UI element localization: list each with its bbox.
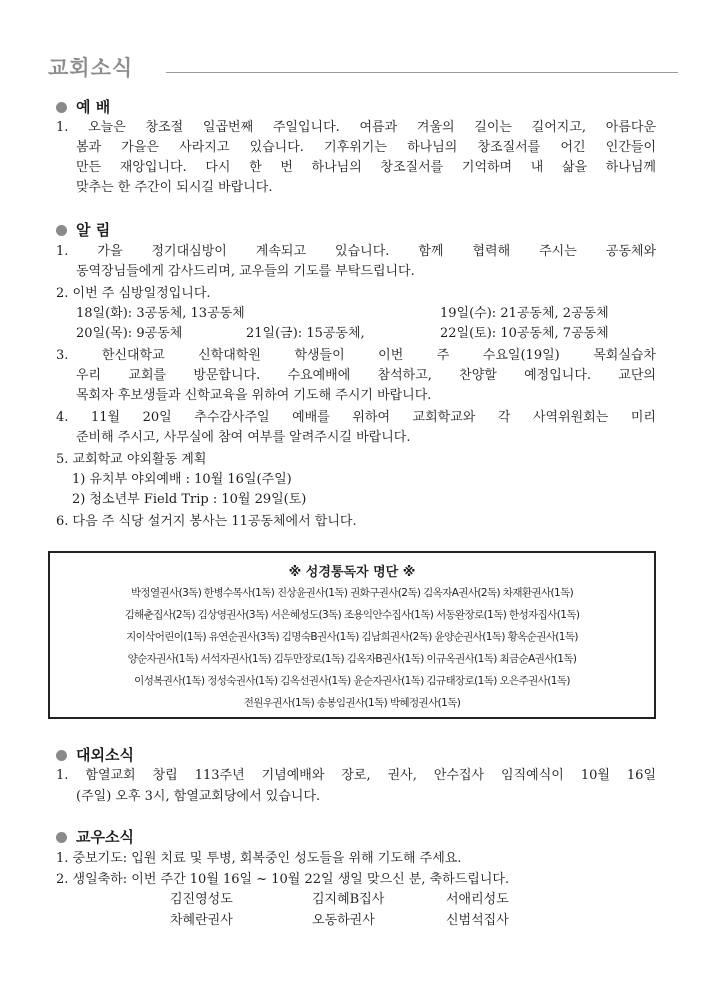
external-line-1: 1. 함열교회 창립 113주년 기념예배와 장로, 권사, 안수집사 임직예식이 10월 16일 [56,768,656,783]
notice-5-title: 5. 교회학교 야외활동 계획 [56,452,207,467]
section-external-heading [56,744,134,766]
bible-readers-box [48,551,656,719]
header-divider [166,72,678,73]
section-heading-text: 대외소식 [76,746,134,764]
bible-readers-row: 지이삭어린이(1독) 유연순권사(3독) 김명숙B권사(1독) 김남희권사(2독) 윤양순권사(1독) 황옥순권사(1독) [126,631,578,643]
worship-line-1: 1. 오늘은 창조절 일곱번째 주일입니다. 여름과 겨울의 길이는 길어지고, 아름다운 [56,120,656,135]
schedule-sat: 22일(토): 10공동체, 7공동체 [440,326,609,341]
section-notice-heading [56,219,110,241]
section-heading-text: 예 배 [76,98,111,116]
page-header [48,52,678,86]
notice-1-line-2: 동역장님들에게 감사드리며, 교우들의 기도를 부탁드립니다. [76,264,415,279]
birthday-name: 서애리성도 [446,892,509,907]
schedule-thu: 20일(목): 9공동체 [76,326,183,341]
birthday-name: 김지혜B집사 [312,892,385,907]
schedule-fri: 21일(금): 15공동체, [246,326,365,341]
bullet-circle-icon [56,750,67,761]
worship-line-2: 봄과 가을은 사라지고 있습니다. 기후위기는 하나님의 창조질서를 어긴 인간들이 [76,140,656,155]
bible-readers-row: 김해춘집사(2독) 김상영권사(3독) 서은혜성도(3독) 조용익안수집사(1독) 서동완장로(1독) 한성자집사(1독) [124,609,580,621]
notice-6: 6. 다음 주 식당 설거지 봉사는 11공동체에서 합니다. [56,514,357,529]
notice-4-line-2: 준비해 주시고, 사무실에 참여 여부를 알려주시길 바랍니다. [76,430,411,445]
notice-3-line-2: 우리 교회를 방문합니다. 수요예배에 참석하고, 찬양할 예정입니다. 교단의 [76,368,656,383]
bullet-circle-icon [56,832,67,843]
notice-5-sub-2: 2) 청소년부 Field Trip : 10월 29일(토) [72,492,307,507]
members-prayer: 1. 중보기도: 입원 치료 및 투병, 회복중인 성도들을 위해 기도해 주세요. [56,851,462,866]
worship-line-3: 만든 재앙입니다. 다시 한 번 하나님의 창조질서를 기억하며 내 삶을 하나님께 [76,160,656,175]
external-line-2: (주일) 오후 3시, 함열교회당에서 있습니다. [76,789,321,804]
schedule-tue: 18일(화): 3공동체, 13공동체 [76,306,245,321]
bullet-circle-icon [56,102,67,113]
bible-readers-row: 양순자권사(1독) 서석자권사(1독) 김두만장로(1독) 김옥자B권사(1독) 이규옥권사(1독) 최금순A권사(1독) [127,653,577,665]
bible-readers-row: 박정열권사(3독) 한병수목사(1독) 진상윤권사(1독) 권화구권사(2독) 김옥자A권사(2독) 차재환권사(1독) [130,587,574,599]
birthday-name: 신범석집사 [446,913,509,928]
members-birthday: 2. 생일축하: 이번 주간 10월 16일 ~ 10월 22일 생일 맞으신 분, 축하드립니다. [56,872,510,887]
notice-3-line-3: 목회자 후보생들과 신학교육을 위하여 기도해 주시기 바랍니다. [76,388,432,403]
birthday-name: 김진영성도 [170,892,233,907]
schedule-wed: 19일(수): 21공동체, 2공동체 [440,306,609,321]
section-heading-text: 교우소식 [76,828,134,846]
bullet-circle-icon [56,225,67,236]
section-members-heading [56,826,134,848]
birthday-name: 오동하권사 [312,913,375,928]
notice-2-title: 2. 이번 주 심방일정입니다. [56,286,211,301]
birthday-name: 차혜란권사 [170,913,233,928]
bible-readers-title: ※ 성경통독자 명단 ※ [288,565,416,580]
bible-readers-row: 전원우권사(1독) 송봉임권사(1독) 박혜정권사(1독) [243,697,461,709]
notice-4-line-1: 4. 11월 20일 추수감사주일 예배를 위하여 교회학교와 각 사역위원회는 미리 [56,410,656,425]
page-title: 교회소식 [48,56,134,80]
bible-readers-row: 이성복권사(1독) 정성숙권사(1독) 김옥선권사(1독) 윤순자권사(1독) 김규태장로(1독) 오은주권사(1독) [134,675,570,687]
section-worship-heading [56,96,110,118]
notice-5-sub-1: 1) 유치부 야외예배 : 10월 16일(주일) [72,472,292,487]
worship-line-4: 맞추는 한 주간이 되시길 바랍니다. [76,180,273,195]
notice-1-line-1: 1. 가을 정기대심방이 계속되고 있습니다. 함께 협력해 주시는 공동체와 [56,244,656,259]
notice-3-line-1: 3. 한신대학교 신학대학원 학생들이 이번 주 수요일(19일) 목회실습차 [56,348,656,363]
section-heading-text: 알 림 [76,221,111,239]
